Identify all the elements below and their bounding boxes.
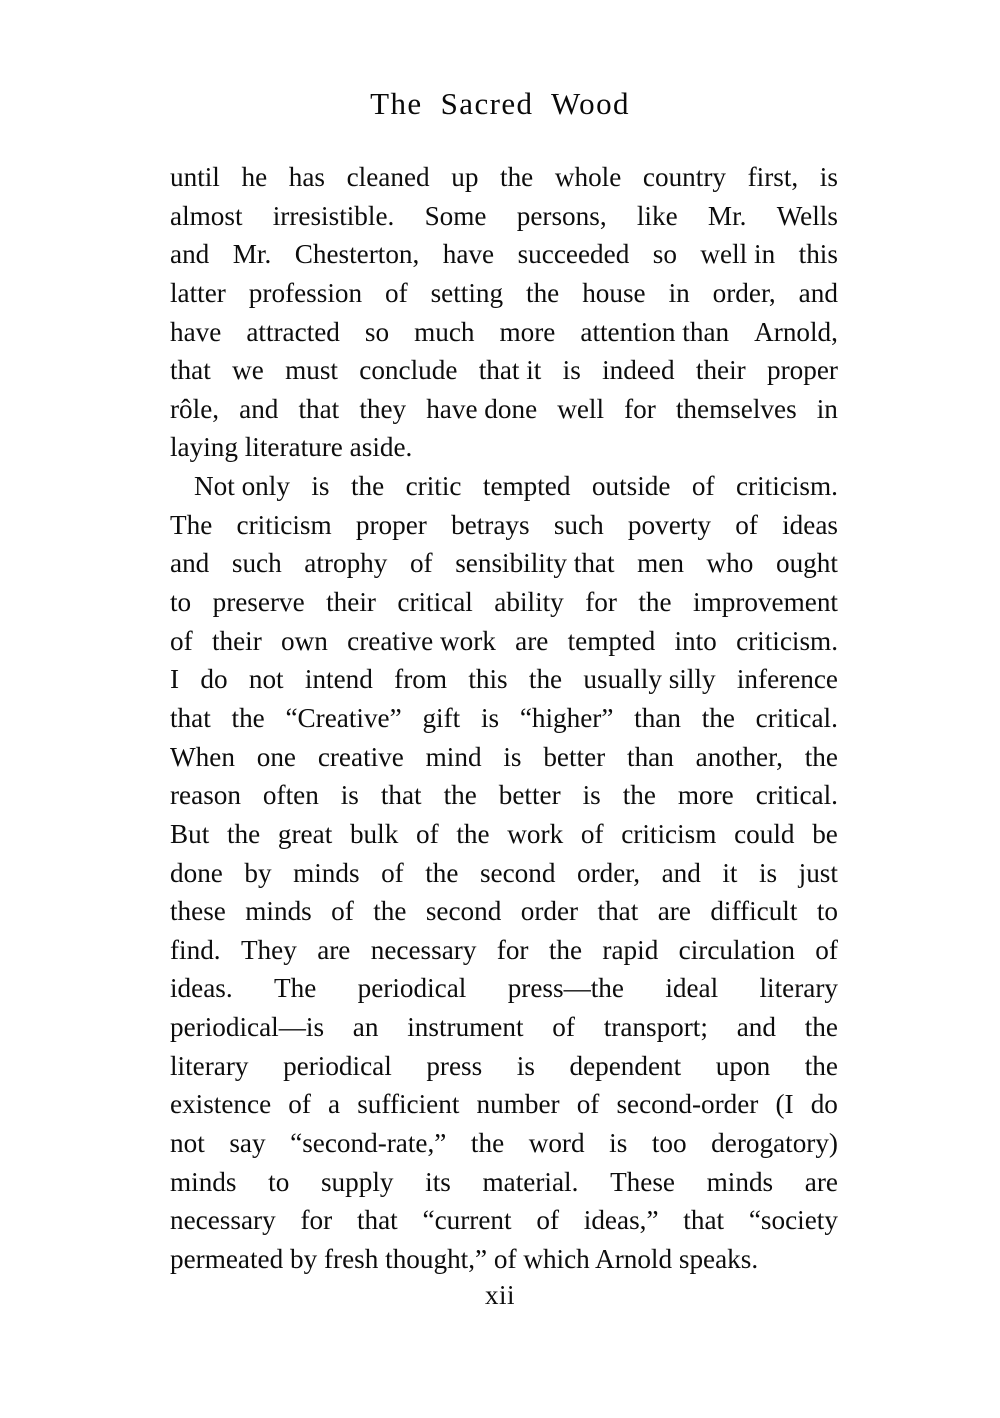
word: more bbox=[677, 780, 734, 811]
word: of bbox=[576, 1089, 600, 1120]
word: existence bbox=[170, 1089, 272, 1120]
word: mind bbox=[425, 741, 482, 772]
word: second bbox=[479, 857, 556, 888]
word: Arnold, bbox=[754, 316, 838, 347]
word: the bbox=[373, 896, 407, 927]
word: sufficient bbox=[357, 1089, 460, 1120]
word: that bbox=[380, 780, 422, 811]
word: latter bbox=[170, 277, 226, 308]
word: not bbox=[170, 1128, 205, 1159]
word: country bbox=[642, 162, 726, 192]
word: of bbox=[691, 471, 715, 502]
word: one bbox=[256, 741, 296, 772]
text-line bbox=[170, 776, 838, 815]
word: is bbox=[562, 355, 581, 386]
word: not bbox=[248, 664, 284, 695]
word: an bbox=[352, 1012, 379, 1043]
word: criticism. bbox=[735, 471, 838, 502]
word: their bbox=[326, 587, 376, 618]
word: and bbox=[661, 857, 701, 888]
word: periodical bbox=[357, 973, 467, 1004]
word: irresistible. bbox=[272, 200, 395, 231]
word: he bbox=[241, 162, 268, 192]
word: their bbox=[211, 625, 262, 656]
word: number bbox=[476, 1089, 560, 1120]
word: attention than bbox=[580, 316, 730, 347]
word: the bbox=[500, 162, 534, 192]
word: the bbox=[528, 664, 563, 695]
word: and bbox=[239, 393, 279, 424]
word: than bbox=[627, 741, 674, 772]
word: They bbox=[240, 934, 297, 965]
word: transport; bbox=[603, 1012, 708, 1043]
word: we bbox=[232, 355, 264, 386]
word: criticism bbox=[236, 509, 332, 540]
word: succeeded bbox=[517, 239, 630, 270]
text-line bbox=[170, 235, 838, 274]
word: and bbox=[170, 548, 210, 579]
word: to bbox=[816, 896, 838, 927]
word: another, bbox=[695, 741, 783, 772]
word: well in bbox=[700, 239, 776, 270]
word: outside bbox=[591, 471, 671, 502]
word: ideas,” bbox=[583, 1205, 659, 1236]
word: order, bbox=[712, 277, 776, 308]
word: ability bbox=[494, 587, 564, 618]
word: of bbox=[409, 548, 433, 579]
word: The bbox=[170, 509, 213, 540]
word: literary bbox=[759, 973, 838, 1004]
word: “society bbox=[748, 1205, 838, 1236]
word: rôle, bbox=[170, 393, 220, 424]
word: has bbox=[288, 162, 325, 192]
word: have bbox=[442, 239, 495, 270]
word: instrument bbox=[407, 1012, 524, 1043]
word: must bbox=[285, 355, 338, 386]
word: this bbox=[798, 239, 838, 270]
word: better bbox=[543, 741, 606, 772]
word: these bbox=[170, 896, 226, 927]
word: gift bbox=[422, 702, 461, 733]
text-line bbox=[170, 1008, 838, 1047]
word: is bbox=[311, 471, 330, 502]
word: by bbox=[244, 857, 272, 888]
word: the bbox=[443, 780, 477, 811]
word: much bbox=[414, 316, 475, 347]
word: are bbox=[657, 896, 691, 927]
word: for bbox=[300, 1205, 333, 1236]
text-line bbox=[170, 428, 838, 467]
word: improvement bbox=[693, 587, 838, 618]
word: who bbox=[706, 548, 754, 579]
word: Chesterton, bbox=[294, 239, 420, 270]
word: circulation bbox=[678, 934, 795, 965]
word: atrophy bbox=[304, 548, 388, 579]
word: for bbox=[496, 934, 529, 965]
word: difficult bbox=[710, 896, 798, 927]
word: critical. bbox=[755, 780, 838, 811]
word: Not only bbox=[194, 471, 290, 502]
word: for bbox=[624, 393, 656, 424]
word: have bbox=[170, 316, 222, 347]
word: to bbox=[170, 587, 192, 618]
text-line bbox=[170, 854, 838, 893]
word: the bbox=[231, 702, 265, 733]
text-line bbox=[170, 544, 838, 583]
word: ideas bbox=[782, 509, 838, 540]
word: than bbox=[634, 702, 681, 733]
text-line bbox=[170, 660, 838, 699]
word: minds bbox=[293, 857, 360, 888]
word: word bbox=[528, 1128, 585, 1159]
word: are bbox=[804, 1166, 838, 1197]
word: is bbox=[582, 780, 601, 811]
word: press bbox=[426, 1050, 483, 1081]
word: first, bbox=[747, 162, 799, 192]
word: that bbox=[170, 355, 211, 386]
word: do bbox=[200, 664, 228, 695]
text-line bbox=[170, 931, 838, 970]
word: periodical—is bbox=[170, 1012, 325, 1043]
word: critic bbox=[405, 471, 462, 502]
word: laying literature aside. bbox=[170, 432, 413, 463]
word: sensibility that bbox=[455, 548, 615, 579]
word: great bbox=[277, 818, 333, 849]
word: is bbox=[516, 1050, 535, 1081]
word: too bbox=[651, 1128, 687, 1159]
text-line bbox=[170, 815, 838, 854]
body-text-block bbox=[170, 158, 838, 1279]
word: to bbox=[268, 1166, 290, 1197]
word: of bbox=[170, 625, 193, 656]
word: men bbox=[637, 548, 684, 579]
word: rapid bbox=[602, 934, 659, 965]
word: have done bbox=[426, 393, 538, 424]
word: of bbox=[735, 509, 758, 540]
word: of bbox=[385, 277, 408, 308]
word: second-order bbox=[616, 1089, 759, 1120]
word: preserve bbox=[212, 587, 305, 618]
word: its bbox=[425, 1166, 451, 1197]
word: Wells bbox=[776, 200, 838, 231]
word: say bbox=[229, 1128, 266, 1159]
word: such bbox=[231, 548, 282, 579]
word: necessary bbox=[370, 934, 477, 965]
word: I bbox=[170, 664, 180, 695]
text-line bbox=[170, 351, 838, 390]
page-folio: xii bbox=[484, 1280, 515, 1310]
text-line bbox=[170, 1085, 838, 1124]
word: minds bbox=[170, 1166, 237, 1197]
word: periodical bbox=[283, 1050, 392, 1081]
word: supply bbox=[320, 1166, 394, 1197]
word: conclude bbox=[359, 355, 458, 386]
word: usually silly bbox=[583, 664, 716, 695]
word: necessary bbox=[170, 1205, 276, 1236]
text-line bbox=[194, 467, 838, 506]
word: critical. bbox=[755, 702, 838, 733]
word: But bbox=[170, 818, 210, 849]
word: Some bbox=[424, 200, 487, 231]
word: that bbox=[170, 702, 211, 733]
word: so bbox=[364, 316, 390, 347]
text-line bbox=[170, 197, 838, 236]
word: upon bbox=[715, 1050, 771, 1081]
word: so bbox=[652, 239, 677, 270]
word: often bbox=[262, 780, 319, 811]
word: that bbox=[356, 1205, 398, 1236]
word: and bbox=[798, 277, 838, 308]
word: of bbox=[580, 818, 604, 849]
word: reason bbox=[170, 780, 241, 811]
word: until bbox=[170, 162, 220, 192]
word: permeated by fresh thought,” of which Arnold speaks. bbox=[170, 1243, 759, 1274]
word: intend bbox=[304, 664, 373, 695]
word: find. bbox=[170, 934, 221, 965]
word: house bbox=[582, 277, 646, 308]
word: the bbox=[804, 741, 838, 772]
word: proper bbox=[767, 355, 838, 386]
word: Mr. bbox=[707, 200, 747, 231]
word: press—the bbox=[507, 973, 624, 1004]
word: These bbox=[610, 1166, 675, 1197]
word: that bbox=[298, 393, 340, 424]
word: up bbox=[451, 162, 479, 192]
word: minds bbox=[706, 1166, 774, 1197]
text-line bbox=[170, 969, 838, 1008]
word: “second-rate,” bbox=[290, 1128, 447, 1159]
word: whole bbox=[554, 162, 622, 192]
word: more bbox=[499, 316, 556, 347]
word: ought bbox=[775, 548, 838, 579]
word: When bbox=[170, 741, 235, 772]
word: themselves bbox=[675, 393, 797, 424]
word: for bbox=[585, 587, 617, 618]
text-line bbox=[170, 1124, 838, 1163]
word: proper bbox=[355, 509, 427, 540]
word: and bbox=[736, 1012, 776, 1043]
word: almost bbox=[170, 200, 243, 231]
word: creative work bbox=[347, 625, 496, 656]
word: setting bbox=[430, 277, 504, 308]
word: inference bbox=[736, 664, 838, 695]
word: dependent bbox=[569, 1050, 682, 1081]
paragraph bbox=[170, 158, 838, 467]
word: ideas. bbox=[170, 973, 233, 1004]
word: this bbox=[468, 664, 508, 695]
word: done bbox=[170, 857, 223, 888]
word: are bbox=[515, 625, 549, 656]
word: criticism. bbox=[736, 625, 838, 656]
word: is bbox=[340, 780, 359, 811]
word: derogatory) bbox=[711, 1128, 838, 1159]
text-line bbox=[170, 622, 838, 661]
word: of bbox=[416, 818, 439, 849]
word: better bbox=[498, 780, 561, 811]
word: attracted bbox=[246, 316, 340, 347]
word: is bbox=[819, 162, 838, 192]
word: the bbox=[548, 934, 583, 965]
word: bulk bbox=[349, 818, 399, 849]
word: of bbox=[288, 1089, 311, 1120]
text-line bbox=[170, 1240, 838, 1279]
word: criticism bbox=[621, 818, 717, 849]
word: critical bbox=[397, 587, 473, 618]
word: the bbox=[350, 471, 385, 502]
word: profession bbox=[248, 277, 363, 308]
word: work bbox=[507, 818, 564, 849]
text-line bbox=[170, 699, 838, 738]
word: indeed bbox=[602, 355, 675, 386]
text-line bbox=[170, 1163, 838, 1202]
running-head-title: The Sacred Wood bbox=[370, 86, 630, 121]
word: order, bbox=[576, 857, 641, 888]
word: like bbox=[636, 200, 678, 231]
word: the bbox=[804, 1050, 838, 1081]
word: of bbox=[815, 934, 838, 965]
word: cleaned bbox=[346, 162, 430, 192]
word: the bbox=[622, 780, 656, 811]
word: that it bbox=[478, 355, 542, 386]
word: a bbox=[328, 1089, 341, 1120]
word: of bbox=[552, 1012, 575, 1043]
word: into bbox=[674, 625, 717, 656]
word: tempted bbox=[567, 625, 656, 656]
word: is bbox=[503, 741, 522, 772]
word: of bbox=[536, 1205, 559, 1236]
text-line bbox=[170, 274, 838, 313]
word: own bbox=[281, 625, 328, 656]
word: are bbox=[317, 934, 351, 965]
word: that bbox=[597, 896, 639, 927]
word: persons, bbox=[516, 200, 607, 231]
word: from bbox=[394, 664, 448, 695]
text-line bbox=[170, 583, 838, 622]
word: tempted bbox=[482, 471, 571, 502]
text-line bbox=[170, 506, 838, 545]
word: in bbox=[816, 393, 838, 424]
text-line bbox=[170, 892, 838, 931]
word: the bbox=[526, 277, 560, 308]
text-line bbox=[170, 390, 838, 429]
text-line bbox=[170, 1047, 838, 1086]
word: the bbox=[470, 1128, 505, 1159]
text-line bbox=[170, 738, 838, 777]
word: their bbox=[695, 355, 746, 386]
paragraph bbox=[170, 467, 838, 1278]
word: is bbox=[609, 1128, 628, 1159]
word: the bbox=[456, 818, 490, 849]
word: Mr. bbox=[232, 239, 272, 270]
word: in bbox=[668, 277, 690, 308]
word: the bbox=[701, 702, 735, 733]
word: the bbox=[804, 1012, 838, 1043]
word: that bbox=[683, 1205, 725, 1236]
word: is bbox=[758, 857, 778, 888]
word: and bbox=[170, 239, 210, 270]
word: of bbox=[381, 857, 404, 888]
word: literary bbox=[170, 1050, 249, 1081]
word: the bbox=[638, 587, 672, 618]
text-line bbox=[170, 313, 838, 352]
word: material. bbox=[482, 1166, 579, 1197]
word: order bbox=[520, 896, 579, 927]
word: do bbox=[810, 1089, 838, 1120]
word: The bbox=[274, 973, 317, 1004]
word: of bbox=[331, 896, 354, 927]
word: could bbox=[734, 818, 795, 849]
word: be bbox=[812, 818, 838, 849]
word: it bbox=[722, 857, 738, 888]
word: the bbox=[425, 857, 459, 888]
word: well bbox=[557, 393, 605, 424]
word: they bbox=[359, 393, 407, 424]
word: ideal bbox=[665, 973, 719, 1004]
word: second bbox=[425, 896, 502, 927]
word: is bbox=[480, 702, 500, 733]
word: poverty bbox=[627, 509, 711, 540]
word: (I bbox=[775, 1089, 794, 1120]
word: creative bbox=[317, 741, 404, 772]
text-line bbox=[170, 158, 838, 197]
word: minds bbox=[245, 896, 312, 927]
word: “higher” bbox=[519, 702, 614, 733]
word: such bbox=[553, 509, 604, 540]
word: betrays bbox=[451, 509, 530, 540]
word: the bbox=[226, 818, 261, 849]
word: just bbox=[798, 857, 838, 888]
word: “Creative” bbox=[285, 702, 402, 733]
word: “current bbox=[422, 1205, 512, 1236]
text-line bbox=[170, 1201, 838, 1240]
